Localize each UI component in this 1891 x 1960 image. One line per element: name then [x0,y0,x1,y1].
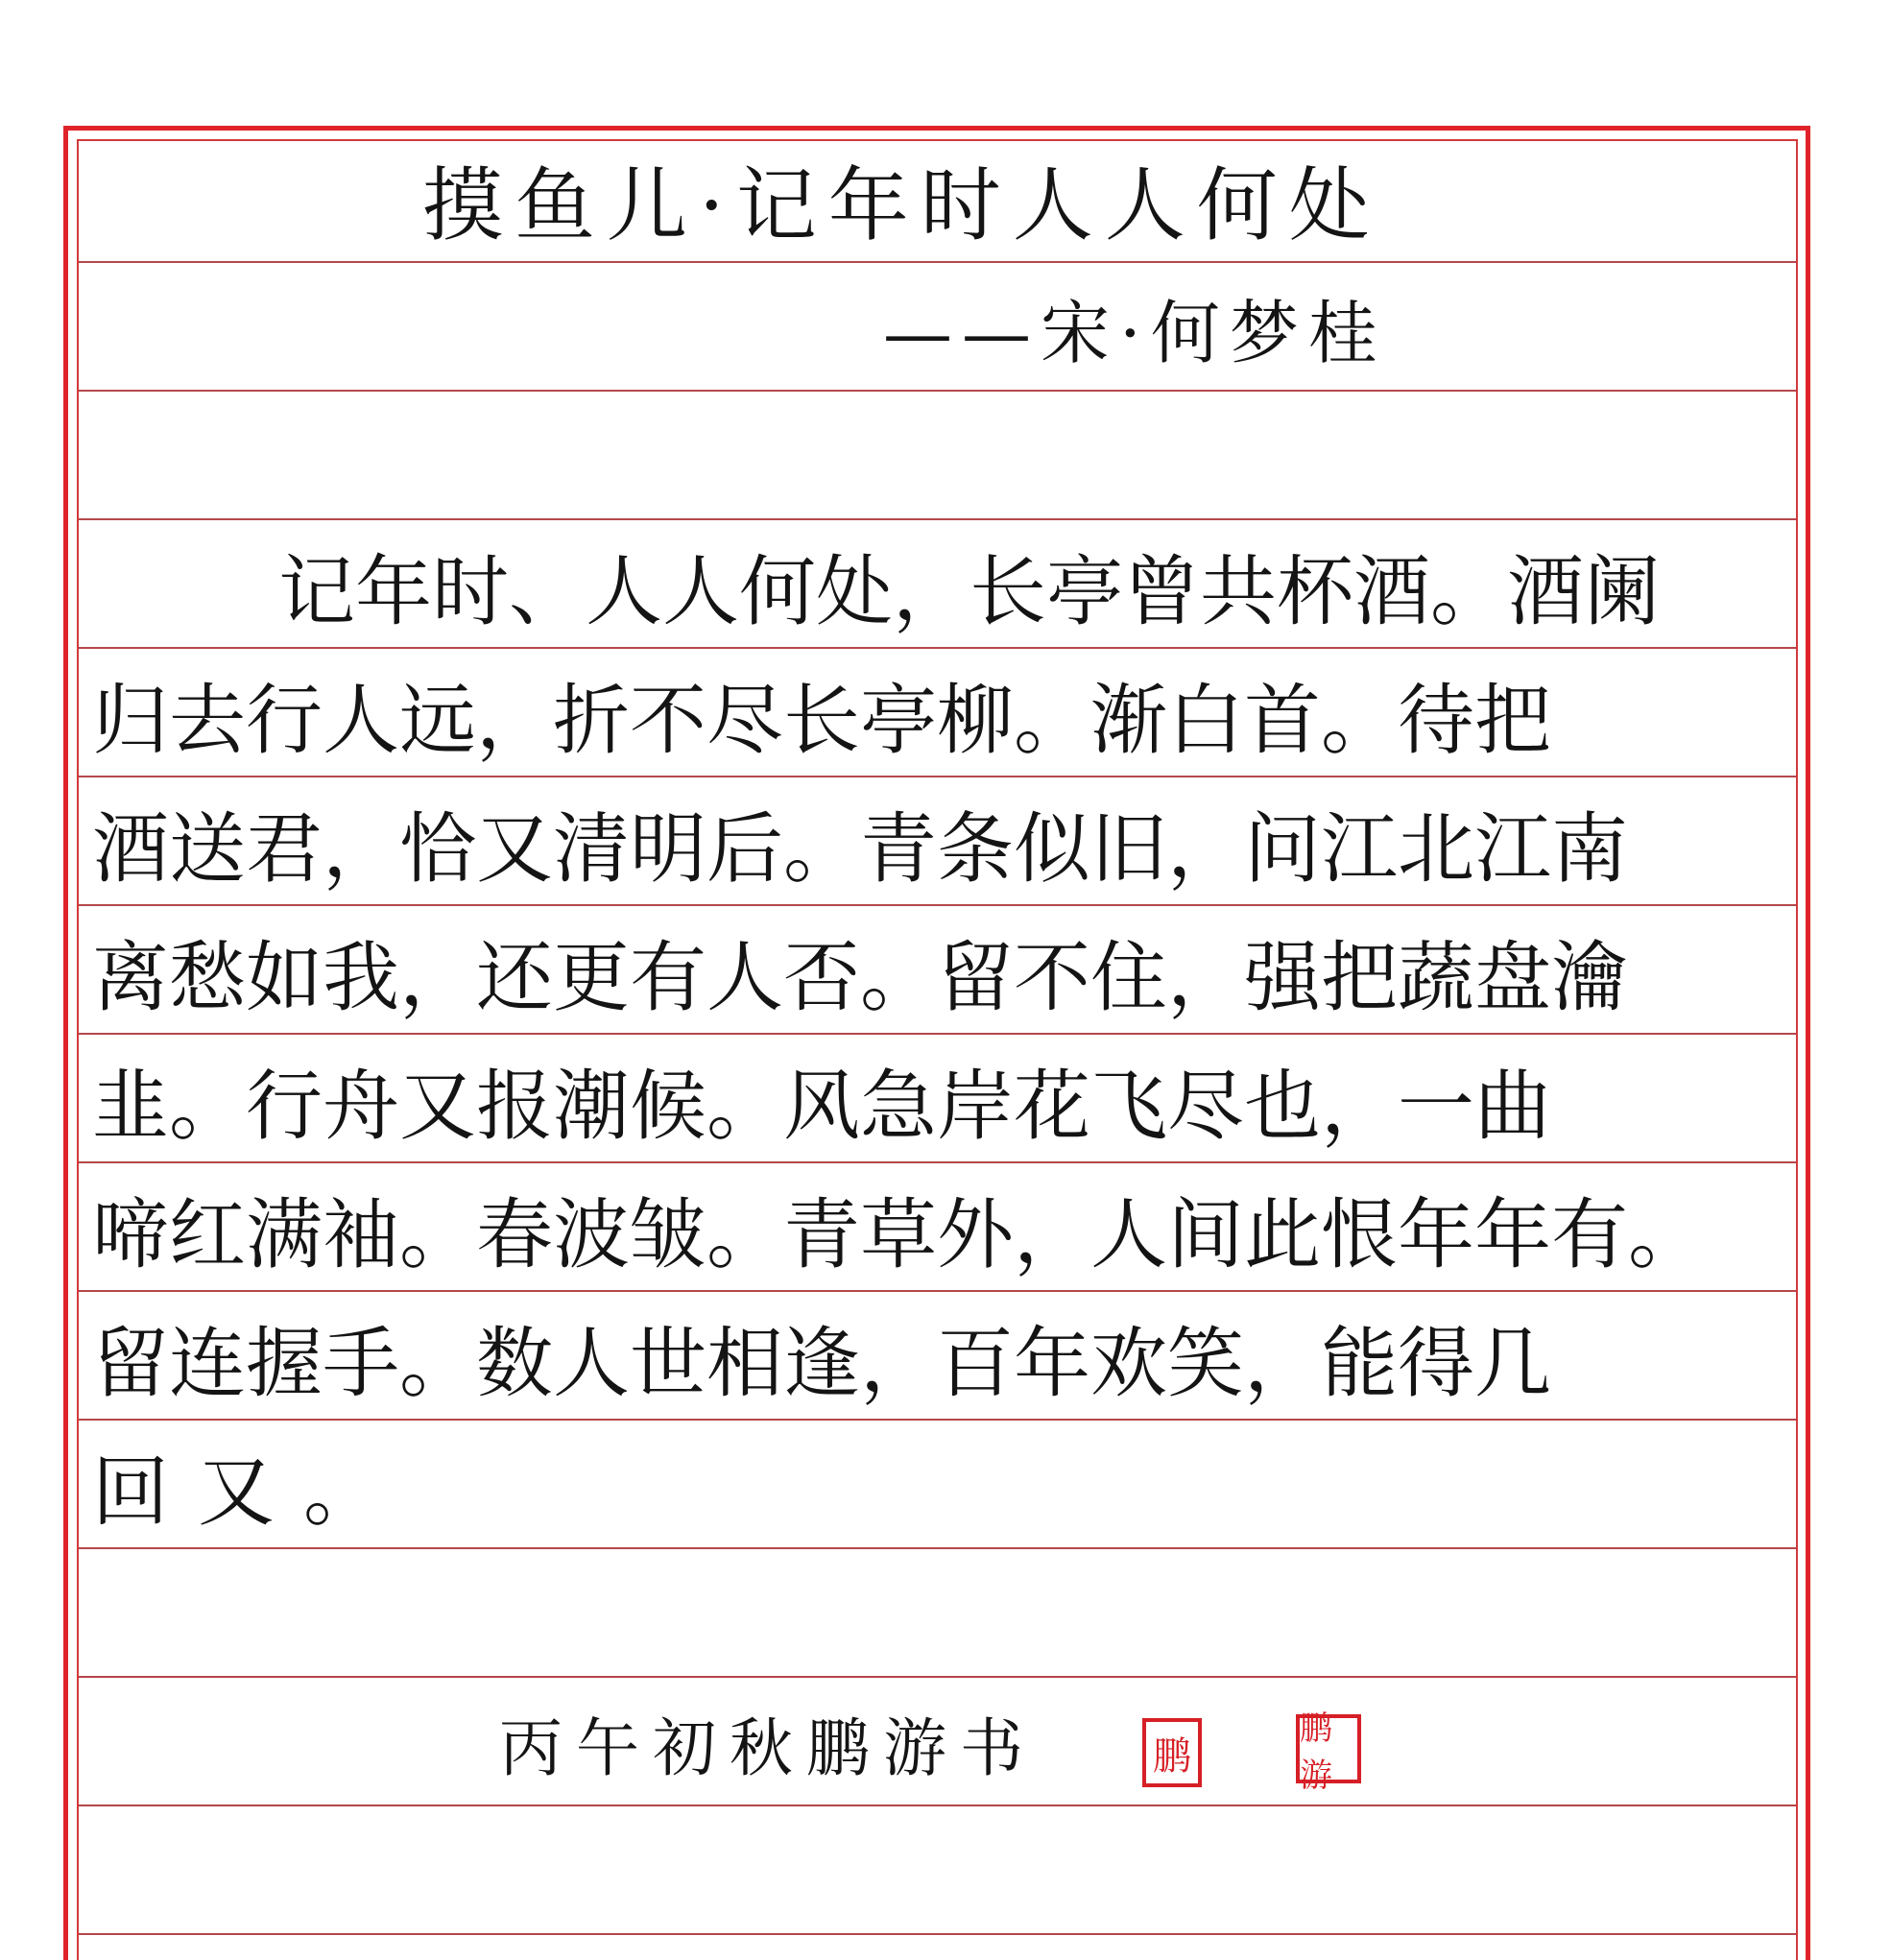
poem-line: 离愁如我，还更有人否。留不住，强把蔬盘瀹 [92,932,1628,1022]
poem-line: 留连握手。数人世相逢，百年欢笑，能得几 [92,1318,1551,1408]
red-seal-stamp: 鹏 [1142,1718,1202,1787]
red-seal-stamp: 鹏游 [1296,1714,1361,1783]
poem-line: 啼红满袖。春波皱。青草外，人间此恨年年有。 [92,1189,1705,1279]
poem-line: 记年时、人人何处，长亭曾共杯酒。酒阑 [278,546,1661,636]
poem-author: ——宋·何梦桂 [883,293,1387,373]
ruled-line [79,1933,1796,1935]
poem-title: 摸鱼儿·记年时人人何处 [422,157,1381,252]
poem-line: 回又。 [92,1446,409,1537]
poem-line: 归去行人远，折不尽长亭柳。渐白首。待把 [92,675,1551,765]
poem-line: 酒送君，恰又清明后。青条似旧，问江北江南 [92,803,1628,894]
poem-line: 韭。行舟又报潮候。风急岸花飞尽也，一曲 [92,1061,1551,1151]
signature: 丙午初秋鹏游书 [499,1710,1037,1785]
